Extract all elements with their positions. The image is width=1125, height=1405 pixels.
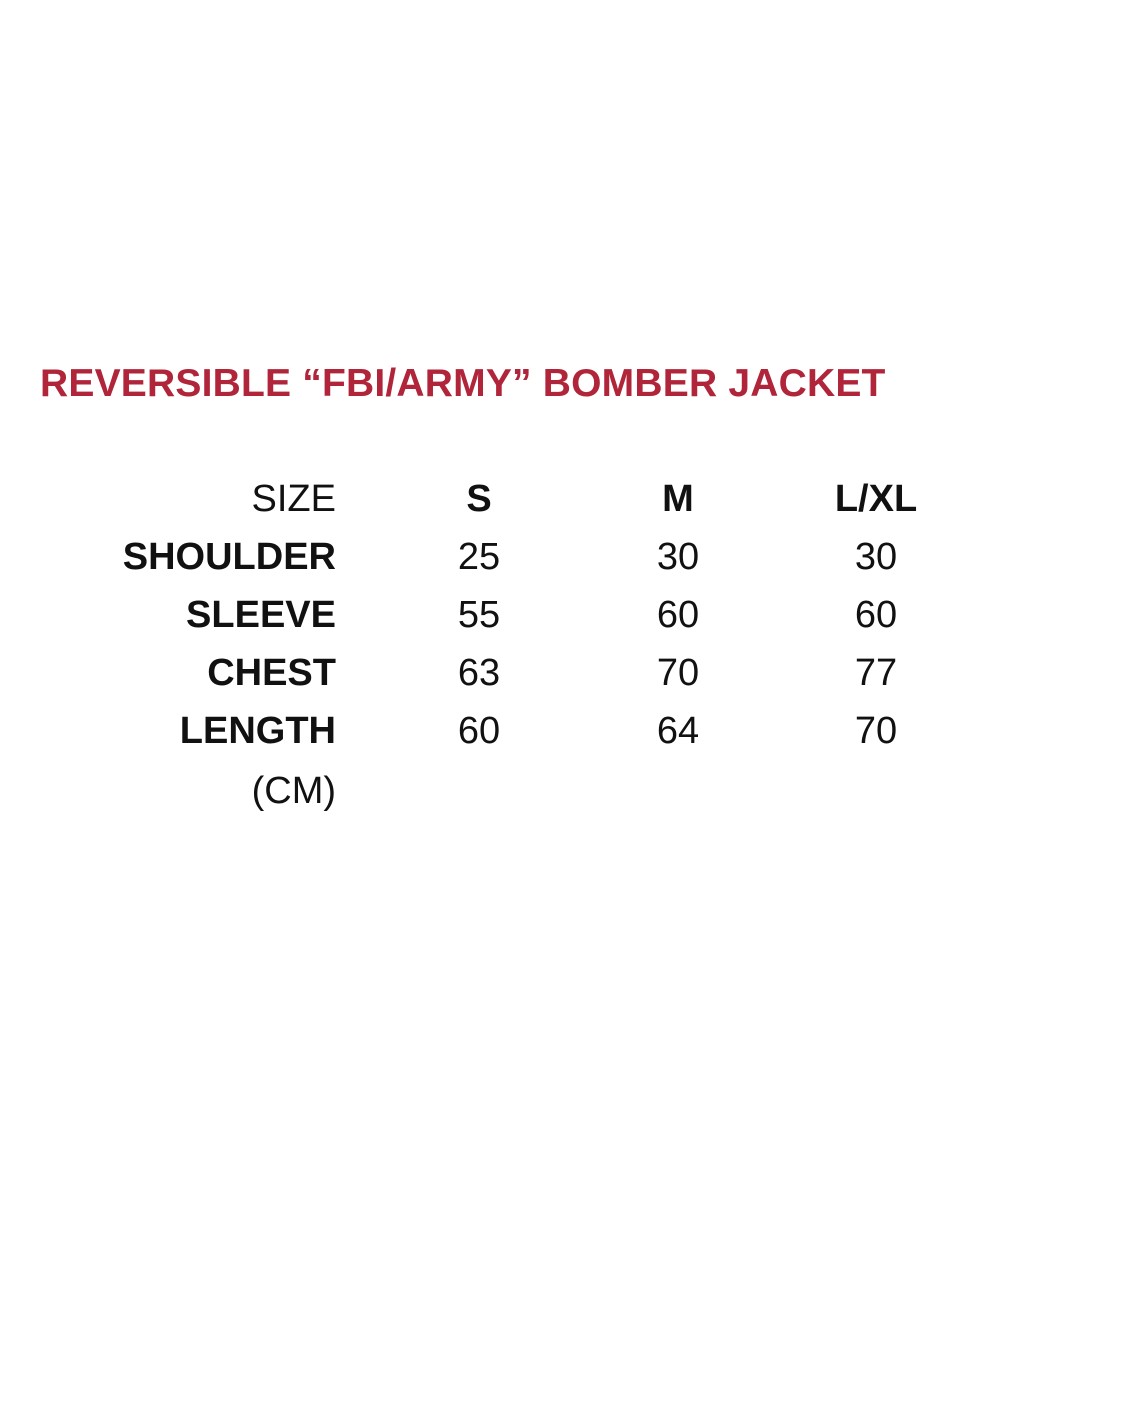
cell-value: 55 [457, 594, 501, 636]
cell-value: 30 [656, 536, 700, 578]
cell-value: 60 [854, 594, 898, 636]
unit-row [0, 762, 1125, 820]
cell-value: 60 [457, 710, 501, 752]
header-size-label: SIZE [251, 478, 336, 520]
table-row [0, 528, 1125, 586]
cell-value: 25 [457, 536, 501, 578]
row-label-shoulder: SHOULDER [122, 536, 336, 578]
cell-value: 63 [457, 652, 501, 694]
cell-value: 77 [854, 652, 898, 694]
row-label-sleeve: SLEEVE [186, 594, 336, 636]
row-label-chest: CHEST [207, 652, 336, 694]
row-label-length: LENGTH [179, 710, 336, 752]
cell-value: 64 [656, 710, 700, 752]
size-header-lxl: L/XL [834, 478, 918, 520]
cell-value: 30 [854, 536, 898, 578]
size-header-s: S [466, 478, 492, 520]
unit-note: (CM) [251, 770, 336, 812]
table-header-row [0, 470, 1125, 528]
chart-title: REVERSIBLE “FBI/ARMY” BOMBER JACKET [40, 362, 886, 405]
table-row [0, 702, 1125, 760]
table-row [0, 586, 1125, 644]
size-header-m: M [662, 478, 694, 520]
table-row [0, 644, 1125, 702]
cell-value: 70 [656, 652, 700, 694]
cell-value: 70 [854, 710, 898, 752]
cell-value: 60 [656, 594, 700, 636]
